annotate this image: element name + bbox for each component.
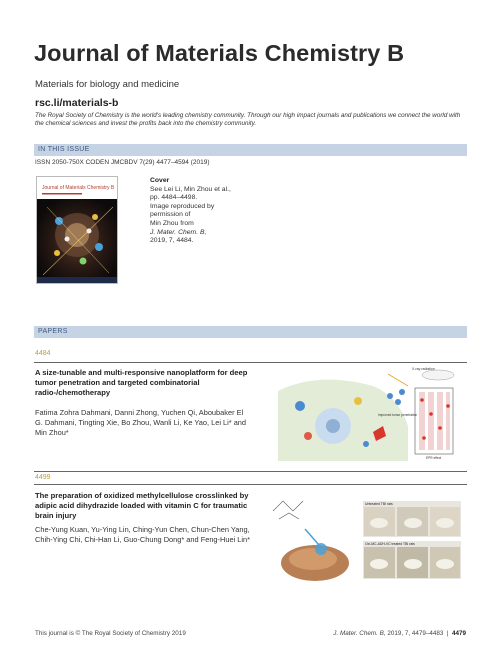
journal-subtitle: Materials for biology and medicine xyxy=(35,79,180,90)
cover-ref-line: See Lei Li, Min Zhou et al., xyxy=(150,185,231,193)
cover-artwork xyxy=(37,177,118,284)
article-title[interactable]: A size-tunable and multi-responsive nanoplatform for deep tumor penetration and targeted combinatorial radio-/chemotherapy xyxy=(35,368,248,397)
divider xyxy=(34,471,467,472)
footer-page-number: 4479 xyxy=(451,630,466,637)
journal-url-link[interactable]: rsc.li/materials-b xyxy=(35,97,119,109)
cover-credit-line: Min Zhou from xyxy=(150,219,194,227)
toc-graphic-nanoplatform xyxy=(278,366,468,461)
journal-title: Journal of Materials Chemistry B xyxy=(34,40,405,66)
footer-citation: J. Mater. Chem. B, 2019, 7, 4479–4483 | 4479 xyxy=(333,630,466,637)
toc-label: Untreated TBI rats xyxy=(365,502,393,506)
toc-graphic-tbi xyxy=(265,489,465,582)
footer-copyright: This journal is © The Royal Society of Chemistry 2019 xyxy=(35,630,186,637)
cover-pages-line: pp. 4484–4498. xyxy=(150,194,198,202)
cover-journal-line: J. Mater. Chem. B, xyxy=(150,228,207,236)
toc-label: Oxi-MC-ADH-VC treated TBI rats xyxy=(365,542,415,546)
cover-image[interactable] xyxy=(36,176,118,284)
article-page-number[interactable]: 4499 xyxy=(35,474,51,481)
cover-journal-name: Journal of Materials Chemistry B xyxy=(42,185,115,191)
in-this-issue-bar: IN THIS ISSUE xyxy=(34,144,467,156)
article-title[interactable]: The preparation of oxidized methylcellulose crosslinked by adipic acid dihydrazide loaded with vitamin C for traumatic brain injury xyxy=(35,491,249,520)
cover-year-line: 2019, 7, 4484. xyxy=(150,237,194,245)
divider xyxy=(34,362,467,363)
papers-bar: PAPERS xyxy=(34,326,467,338)
cover-heading: Cover xyxy=(150,177,170,184)
divider xyxy=(34,484,467,485)
article-page-number[interactable]: 4484 xyxy=(35,350,51,357)
issn-line: ISSN 2050-750X CODEN JMCBDV 7(29) 4477–4594 (2019) xyxy=(35,159,210,166)
toc-label: EPR effect xyxy=(426,456,442,460)
article-authors: Fatima Zohra Dahmani, Danni Zhong, Yuchen Qi, Aboubaker El G. Dahmani, Tingting Xie, Bo Zhou, Wanli Li, Ke Yao, Lei Li* and Min Zhou* xyxy=(35,408,247,438)
article-authors: Che-Yung Kuan, Yu-Ying Lin, Ching-Yun Chen, Chun-Chen Yang, Chih-Ying Chi, Chi-Han Li, Guo-Chung Dong* and Feng-Huei Lin* xyxy=(35,525,250,545)
cover-credit-line: Image reproduced by xyxy=(150,202,215,210)
toc-label: Improved tumor penetration xyxy=(378,413,418,417)
rsc-statement: The Royal Society of Chemistry is the world's leading chemistry community. Through our high impact journals and publications we connect the world with the chemical sciences and invest the profits back into the chemistry community. xyxy=(35,112,461,128)
cover-caption xyxy=(150,177,231,246)
toc-label: X-ray radiation xyxy=(412,367,435,371)
cover-credit-line: permission of xyxy=(150,211,191,219)
